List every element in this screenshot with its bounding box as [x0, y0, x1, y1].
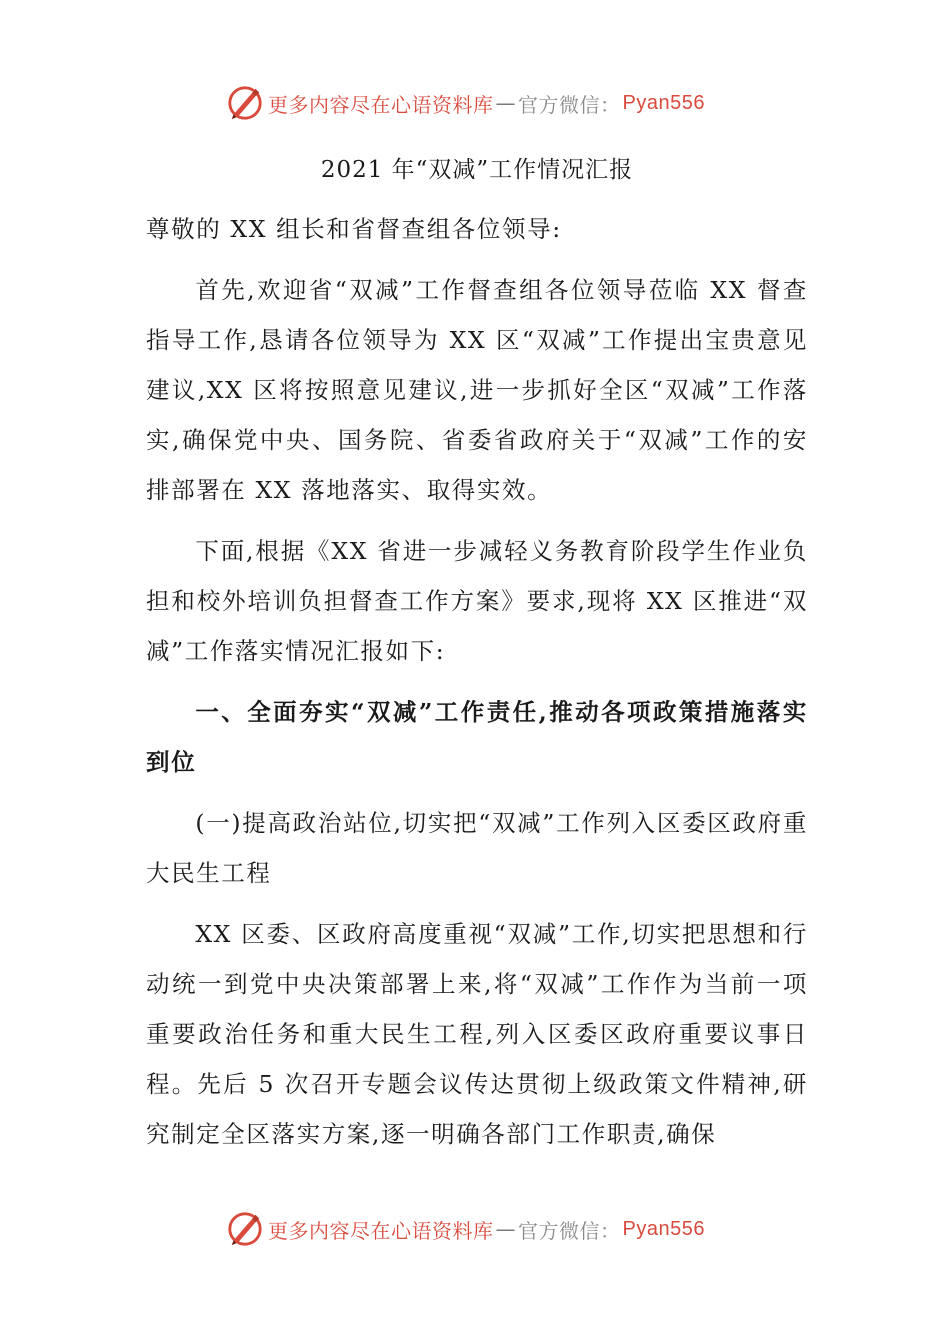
paragraph-overview: 下面,根据《XX 省进一步减轻义务教育阶段学生作业负担和校外培训负担督查工作方案》要求,现将 XX 区推进“双减”工作落实情况汇报如下:: [146, 537, 808, 665]
document-title: 2021 年“双减”工作情况汇报: [320, 157, 634, 183]
watermark-id: Pyan556: [622, 91, 705, 114]
watermark-dash: —: [495, 91, 516, 115]
paragraph-body-1: XX 区委、区政府高度重视“双减”工作,切实把思想和行动统一到党中央决策部署上来,将“双减”工作作为当前一项重要政治任务和重大民生工程,列入区委区政府重要议事日程。先后 5 次召开专题会议传达贯彻上级政策文件精神,研究制定全区落实方案,逐一明确各部门工作职责,确保: [146, 920, 808, 1148]
watermark-label: 官方微信：: [518, 1218, 621, 1243]
salutation: 尊敬的 XX 组长和省督查组各位领导:: [146, 215, 562, 243]
document-body: [146, 150, 808, 1170]
watermark-id: Pyan556: [622, 1217, 705, 1240]
pen-logo-icon: [226, 84, 264, 122]
watermark-footer: [226, 1209, 705, 1249]
pen-logo-icon: [226, 1210, 264, 1248]
watermark-text: 更多内容尽在心语资料库: [268, 1218, 494, 1243]
watermark-label: 官方微信：: [518, 92, 621, 117]
watermark-dash: —: [495, 1217, 516, 1241]
subsection-heading-1: (一)提高政治站位,切实把“双减”工作列入区委区政府重大民生工程: [146, 809, 808, 887]
paragraph-intro: 首先,欢迎省“双减”工作督查组各位领导莅临 XX 督查指导工作,恳请各位领导为 XX 区“双减”工作提出宝贵意见建议,XX 区将按照意见建议,进一步抓好全区“双减”工作落实,确保党中央、国务院、省委省政府关于“双减”工作的安排部署在 XX 落地落实、取得实效。: [146, 276, 808, 504]
watermark-text: 更多内容尽在心语资料库: [268, 92, 494, 117]
section-heading-1: 一、全面夯实“双减”工作责任,推动各项政策措施落实到位: [146, 698, 808, 776]
watermark-header: [226, 83, 705, 123]
